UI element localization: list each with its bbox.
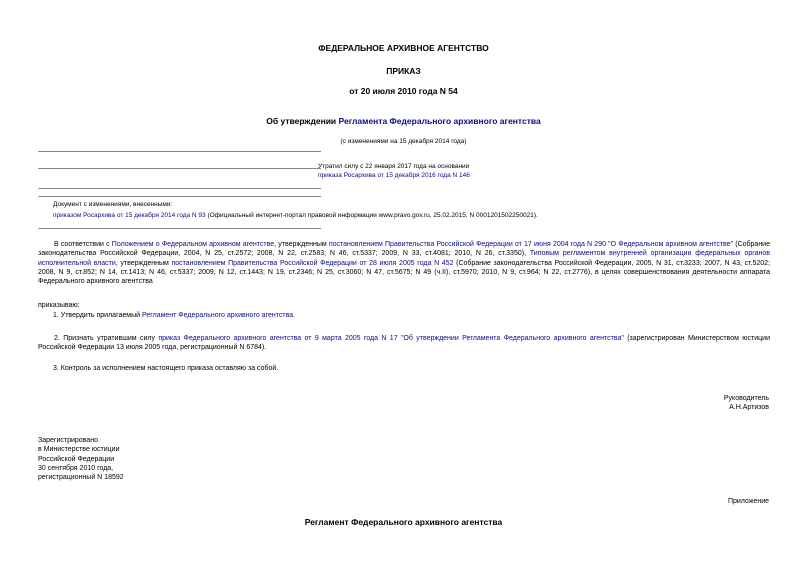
changes-order-link[interactable]: приказом Росархива от 15 декабря 2014 года N 93 bbox=[53, 212, 206, 219]
item-2-text: 2. Признать утратившим силу bbox=[54, 335, 159, 342]
changes-line bbox=[53, 211, 773, 220]
registration-line: Российской Федерации bbox=[38, 455, 115, 463]
registration-line: регистрационный N 18592 bbox=[38, 474, 124, 482]
expired-line: Утратил силу с 22 января 2017 года на основании bbox=[318, 163, 470, 170]
registration-line: 30 сентября 2010 года, bbox=[38, 464, 114, 472]
item-2-end: (зарегистрирован Министерством юстиции Российской Федерации 13 июля 2005 года, регистрационный N 6784). bbox=[38, 335, 770, 352]
preamble-text: (Собрание законодательства Российской Федерации, 2004, N 25, ст.2572; 2008, N 22, ст.2583; N 46, ст.5337; 2009, N 33, ст.4081; 2010, N 26, ст.3350), bbox=[38, 241, 770, 258]
preamble-text: (Собрание законодательства Российской Федерации, 2005, N 31, ст.3233; 2007, N 43, ст.5202; 2008, N 9, ст.852; N 14, ст.1413; N 46, ст.5337; 2009, N 12, ст.1443; N 19, ст.2346; N 25, ст.3060; N 47, ст.5675; N 49 (ч.II), ст.5970; 2010, N 9, ст.964; N 22, ст.2776), в целях совершенствования деятельности аппарата Федерального архивного агентства bbox=[38, 259, 771, 286]
item-1-text: 1. Утвердить прилагаемый bbox=[53, 312, 142, 319]
appendix-label: Приложение bbox=[727, 498, 769, 505]
signature-name: А.Н.Артизов bbox=[729, 404, 769, 412]
document-type: ПРИКАЗ bbox=[386, 66, 421, 76]
appendix-title: Регламент Федерального архивного агентства bbox=[304, 517, 503, 527]
preamble-link-tipovoy-reglament[interactable]: Типовым регламентом внутренней организации федеральных органов исполнительной власти bbox=[38, 250, 770, 267]
amendments-note: (с изменениями на 15 декабря 2014 года) bbox=[340, 138, 467, 145]
divider-line bbox=[38, 168, 321, 169]
item-1-end: . bbox=[293, 312, 296, 319]
item-1-reglament-link[interactable]: Регламент Федерального архивного агентства bbox=[141, 312, 294, 319]
divider-line bbox=[38, 188, 321, 189]
preamble-link-postanovlenie-452[interactable]: постановлением Правительства Российской Федерации от 28 июля 2005 года N 452 bbox=[171, 259, 454, 267]
expired-block bbox=[318, 162, 470, 181]
signature-block bbox=[724, 394, 769, 413]
changes-source: (Официальный интернет-портал правовой информации www.pravo.gov.ru, 25.02.2015, N 0001201502250021). bbox=[205, 212, 538, 219]
registration-line: в Министерстве юстиции bbox=[38, 446, 120, 454]
preamble-text: , утвержденным bbox=[115, 259, 172, 267]
title-prefix: Об утверждении bbox=[266, 116, 339, 126]
preamble-link-postanovlenie-290[interactable]: постановлением Правительства Российской Федерации от 17 июня 2004 года N 290 "О Федеральном архивном агентстве" bbox=[328, 241, 734, 248]
title-link-reglament[interactable]: Регламента Федерального архивного агентства bbox=[338, 116, 541, 126]
item-2-order-link[interactable]: приказ Федерального архивного агентства от 9 марта 2005 года N 17 "Об утверждении Регламента Федерального архивного агентства" bbox=[158, 335, 624, 342]
preamble-text: В соответствии с bbox=[54, 241, 112, 248]
registration-block bbox=[38, 436, 124, 482]
divider-line bbox=[38, 196, 321, 197]
order-item-1 bbox=[53, 311, 295, 320]
expired-order-link[interactable]: приказа Росархива от 15 декабря 2016 года N 146 bbox=[318, 172, 470, 180]
signature-position: Руководитель bbox=[723, 395, 769, 402]
order-word: приказываю: bbox=[38, 302, 80, 309]
preamble-text: , утвержденным bbox=[274, 241, 329, 248]
divider-line bbox=[38, 151, 321, 152]
order-item-3: 3. Контроль за исполнением настоящего приказа оставляю за собой. bbox=[53, 365, 279, 372]
document-date-number: от 20 июля 2010 года N 54 bbox=[349, 86, 458, 96]
changes-intro: Документ с изменениями, внесенными: bbox=[53, 201, 173, 208]
order-item-2 bbox=[38, 334, 770, 353]
agency-name: ФЕДЕРАЛЬНОЕ АРХИВНОЕ АГЕНТСТВО bbox=[318, 43, 489, 53]
document-title bbox=[0, 117, 807, 126]
preamble-link-polozhenie[interactable]: Положением о Федеральном архивном агентстве bbox=[111, 241, 275, 248]
preamble-paragraph bbox=[38, 240, 770, 286]
registration-line: Зарегистрировано bbox=[38, 437, 98, 444]
divider-line bbox=[38, 228, 321, 229]
